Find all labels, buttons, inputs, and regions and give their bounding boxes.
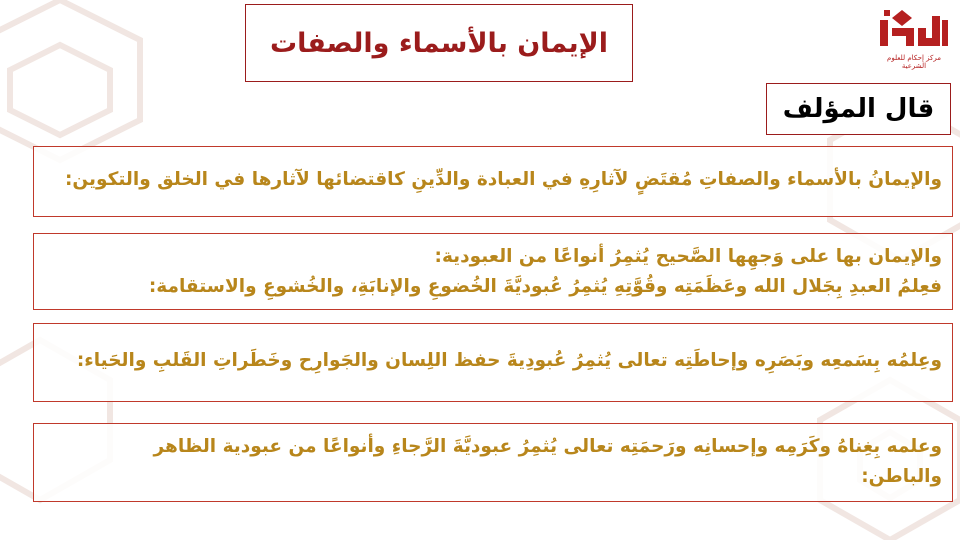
paragraph-box-2 [33,233,953,310]
paragraph-line: فعِلمُ العبدِ بِجَلال الله وعَظَمَتِه وقُوَّتِهِ يُثمِرُ عُبوديَّةَ الخُضوعِ والإنابَةِ، والخُشوعِ والاستقامة: [148,276,942,297]
author-label: قال المؤلف [782,94,935,124]
logo-subtitle: مركز إحكام للعلوم الشرعية [887,54,941,70]
paragraph-line: وعِلمُه بِسَمعِه وبَصَرِه وإحاطَتِه تعالى يُثمِرُ عُبودِيةَ حفظ اللِسان والجَوارِح وخَطَراتِ القَلبِ والحَياء: [76,350,942,371]
author-label-box [766,83,951,135]
slide-title-box [245,4,633,82]
paragraph-box-1 [33,146,953,217]
paragraph-line: والباطن: [861,466,942,487]
paragraph-box-3 [33,323,953,402]
ihkam-logo-mark [876,6,952,52]
logo [876,6,952,68]
paragraph-box-4 [33,423,953,502]
paragraph-line: وعلمه بِغِناهُ وكَرَمِه وإحسانِه ورَحمَتِه تعالى يُثمِرُ عبوديَّةَ الرَّجاءِ وأنواعًا من عبودية الظاهر [153,436,942,457]
slide-title: الإيمان بالأسماء والصفات [269,27,609,59]
paragraph-line: والإيمان بها على وَجهِها الصَّحيح يُثمِرُ أنواعًا من العبودية: [434,246,942,267]
paragraph-line: والإيمانُ بالأسماء والصفاتِ مُقتَضٍ لآثارِهِ في العبادة والدِّينِ كاقتضائها لآثارها في الخلق والتكوين: [65,169,942,190]
